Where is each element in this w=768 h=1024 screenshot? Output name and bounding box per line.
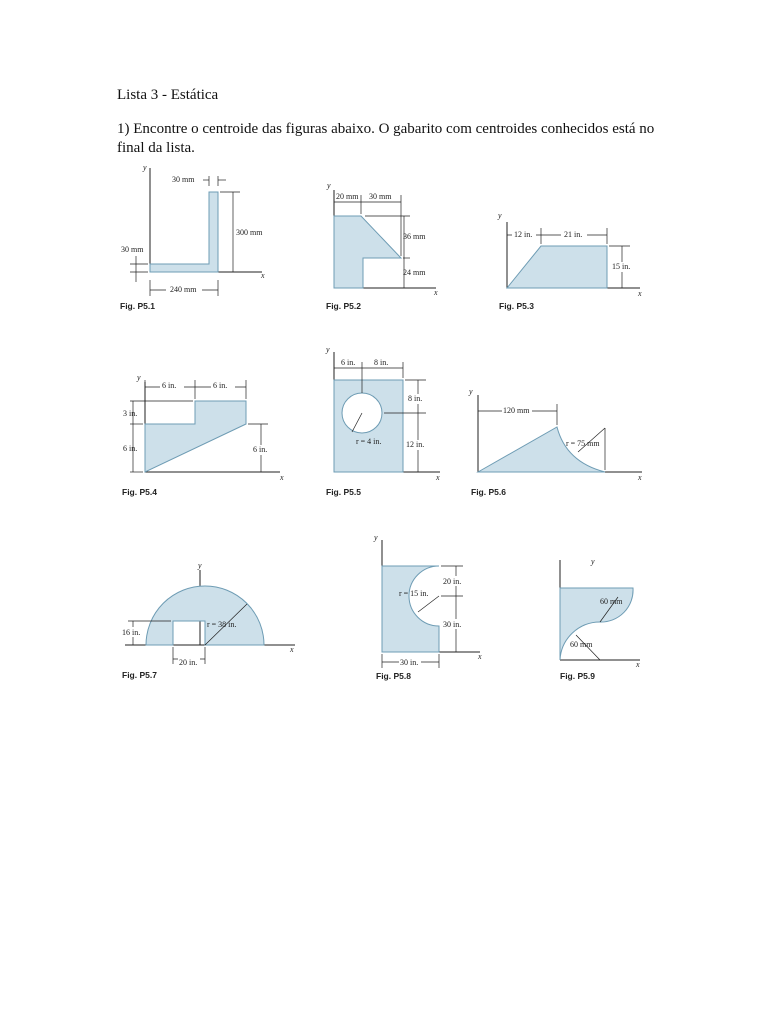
figure-p5-3 <box>495 205 645 315</box>
dim-label: 3 in. <box>123 409 138 418</box>
dim-label: 8 in. <box>374 358 389 367</box>
x-axis-label: x <box>638 289 642 298</box>
figure-caption: Fig. P5.9 <box>560 671 595 681</box>
dim-label: 30 in. <box>443 620 462 629</box>
dim-label: 60 mm <box>570 640 593 649</box>
x-axis-label: x <box>638 473 642 482</box>
y-axis-label: y <box>591 557 595 566</box>
page-title: Lista 3 - Estática <box>117 87 219 103</box>
figure-p5-1 <box>115 160 275 315</box>
angle-shape <box>150 192 218 272</box>
y-axis-label: y <box>469 387 473 396</box>
dim-label: 30 mm <box>172 175 195 184</box>
dim-label: 20 in. <box>179 658 198 667</box>
composite-shape <box>334 216 401 288</box>
dim-label: 8 in. <box>408 394 423 403</box>
figure-caption: Fig. P5.4 <box>122 487 157 497</box>
figure-p5-7 <box>115 555 305 685</box>
figure-caption: Fig. P5.7 <box>122 670 157 680</box>
x-axis-label: x <box>478 652 482 661</box>
dim-label: 36 mm <box>403 232 426 241</box>
dim-label: 20 in. <box>443 577 462 586</box>
dim-label: r = 15 in. <box>399 589 429 598</box>
figure-caption: Fig. P5.5 <box>326 487 361 497</box>
figure-p5-6 <box>465 380 645 500</box>
dim-label: 60 mm <box>600 597 623 606</box>
figure-p5-8 <box>365 530 490 685</box>
dim-label: 6 in. <box>253 445 268 454</box>
dim-label: 30 mm <box>121 245 144 254</box>
dim-label: r = 4 in. <box>356 437 382 446</box>
stepped-shape <box>145 401 246 472</box>
y-axis-label: y <box>198 561 202 570</box>
y-axis-label: y <box>143 163 147 172</box>
dim-label: 20 mm <box>336 192 359 201</box>
question-text: 1) Encontre o centroide das figuras abaixo. O gabarito com centroides conhecidos está no final da lista. <box>117 121 655 156</box>
x-axis-label: x <box>261 271 265 280</box>
spandrel-shape <box>478 427 605 472</box>
dim-label: 300 mm <box>236 228 263 237</box>
y-axis-label: y <box>137 373 141 382</box>
figure-caption: Fig. P5.2 <box>326 301 361 311</box>
x-axis-label: x <box>280 473 284 482</box>
x-axis-label: x <box>636 660 640 669</box>
trapezoid-shape <box>507 246 607 288</box>
dim-label: 12 in. <box>514 230 533 239</box>
figure-p5-4 <box>115 365 290 500</box>
x-axis-label: x <box>434 288 438 297</box>
dim-label: 6 in. <box>341 358 356 367</box>
y-axis-label: y <box>327 181 331 190</box>
figure-p5-2 <box>320 175 450 315</box>
dim-label: 24 mm <box>403 268 426 277</box>
dim-label: 12 in. <box>406 440 425 449</box>
y-axis-label: y <box>326 345 330 354</box>
dim-label: 15 in. <box>612 262 631 271</box>
dim-label: 16 in. <box>122 628 141 637</box>
dim-label: 6 in. <box>162 381 177 390</box>
figure-p5-9 <box>550 550 650 685</box>
x-axis-label: x <box>290 645 294 654</box>
dim-label: 240 mm <box>170 285 197 294</box>
figure-caption: Fig. P5.3 <box>499 301 534 311</box>
semicircle-shape <box>146 586 264 645</box>
dim-label: 21 in. <box>564 230 583 239</box>
dim-label: 120 mm <box>503 406 530 415</box>
dim-label: 6 in. <box>213 381 228 390</box>
y-axis-label: y <box>498 211 502 220</box>
figure-caption: Fig. P5.1 <box>120 301 155 311</box>
dim-label: r = 38 in. <box>207 620 237 629</box>
notched-plate-shape <box>382 566 439 652</box>
figure-caption: Fig. P5.8 <box>376 671 411 681</box>
dim-label: r = 75 mm <box>566 439 600 448</box>
y-axis-label: y <box>374 533 378 542</box>
dim-label: 30 in. <box>400 658 419 667</box>
x-axis-label: x <box>436 473 440 482</box>
figure-p5-5 <box>320 340 445 500</box>
dim-label: 6 in. <box>123 444 138 453</box>
figure-caption: Fig. P5.6 <box>471 487 506 497</box>
dim-label: 30 mm <box>369 192 392 201</box>
